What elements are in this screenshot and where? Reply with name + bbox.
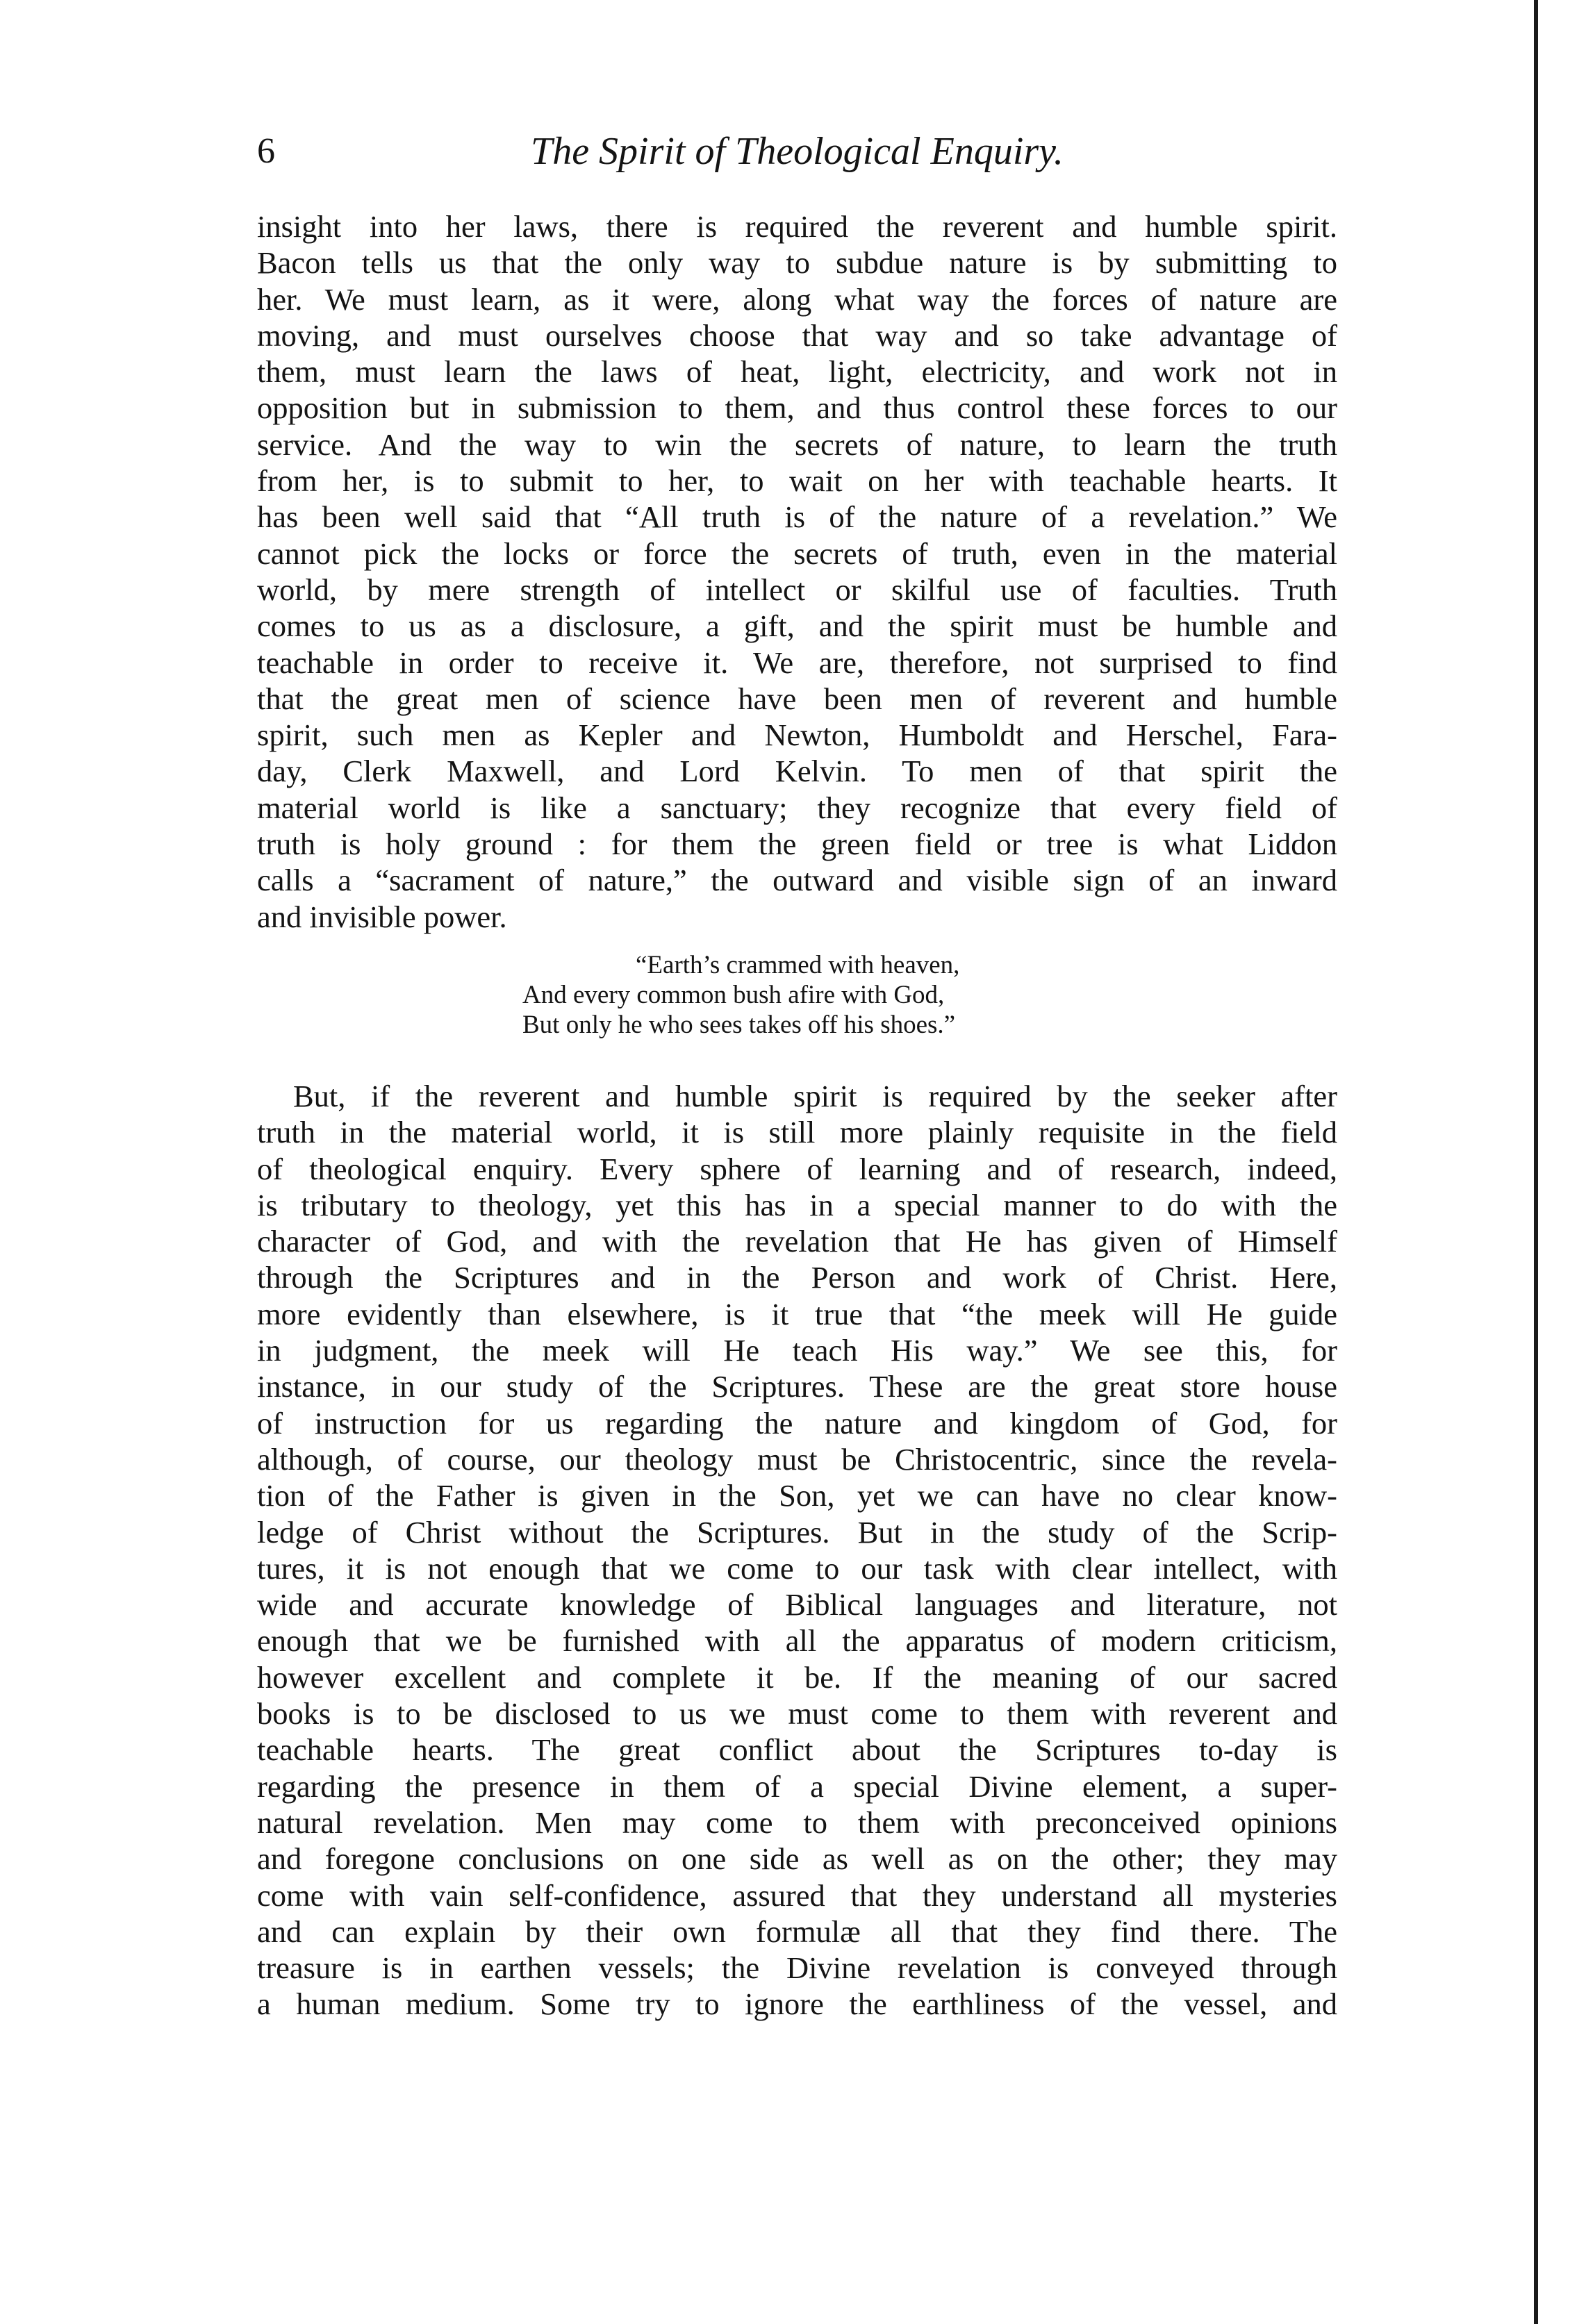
text-line: ledge of Christ without the Scriptures. But in the study of the Scrip-	[257, 1514, 1337, 1550]
verse-line: “Earth’s crammed with heaven,	[636, 951, 960, 979]
text-line: instance, in our study of the Scriptures. These are the great store house	[257, 1369, 1337, 1404]
text-line: of instruction for us regarding the nature and kingdom of God, for	[257, 1405, 1337, 1441]
text-line: But, if the reverent and humble spirit is required by the seeker after	[293, 1079, 1337, 1113]
text-line: has been well said that “All truth is of the nature of a revelation.” We	[257, 499, 1337, 535]
text-line: and can explain by their own formulæ all that they find there. The	[257, 1914, 1337, 1949]
text-line: in judgment, the meek will He teach His way.” We see this, for	[257, 1333, 1337, 1368]
text-line: her. We must learn, as it were, along what way the forces of nature are	[257, 281, 1337, 317]
text-line: teachable in order to receive it. We are, therefore, not surprised to find	[257, 645, 1337, 680]
text-line: cannot pick the locks or force the secrets of truth, even in the material	[257, 536, 1337, 571]
text-line: comes to us as a disclosure, a gift, and the spirit must be humble and	[257, 608, 1337, 644]
verse-line: But only he who sees takes off his shoes.”	[522, 1011, 956, 1039]
text-line: character of God, and with the revelation that He has given of Himself	[257, 1224, 1337, 1259]
running-title: The Spirit of Theological Enquiry.	[531, 130, 1064, 173]
text-line: books is to be disclosed to us we must come to them with reverent and	[257, 1696, 1337, 1732]
text-line: insight into her laws, there is required the reverent and humble spirit.	[257, 209, 1337, 244]
verse-quotation	[257, 950, 1337, 1040]
text-line: of theological enquiry. Every sphere of learning and of research, indeed,	[257, 1151, 1337, 1186]
text-line: more evidently than elsewhere, is it true that “the meek will He guide	[257, 1296, 1337, 1331]
text-line: enough that we be furnished with all the apparatus of modern criticism,	[257, 1623, 1337, 1659]
text-line: and foregone conclusions on one side as well as on the other; they may	[257, 1841, 1337, 1877]
text-line: from her, is to submit to her, to wait on her with teachable hearts. It	[257, 463, 1337, 499]
text-line: day, Clerk Maxwell, and Lord Kelvin. To men of that spirit the	[257, 754, 1337, 789]
text-line: and invisible power.	[257, 899, 507, 934]
text-line: material world is like a sanctuary; they recognize that every field of	[257, 790, 1337, 825]
text-line: opposition but in submission to them, and thus control these forces to our	[257, 390, 1337, 426]
scan-edge-rule	[1534, 0, 1538, 2324]
text-line: natural revelation. Men may come to them with preconceived opinions	[257, 1804, 1337, 1840]
text-line: moving, and must ourselves choose that way and so take advantage of	[257, 317, 1337, 353]
page-number: 6	[257, 131, 275, 171]
text-line: regarding the presence in them of a special Divine element, a super-	[257, 1768, 1337, 1804]
text-line: them, must learn the laws of heat, light, electricity, and work not in	[257, 354, 1337, 390]
verse-line: And every common bush afire with God,	[522, 981, 945, 1009]
paragraph-1	[257, 208, 1337, 935]
text-line: world, by mere strength of intellect or skilful use of faculties. Truth	[257, 572, 1337, 607]
text-line: a human medium. Some try to ignore the earthliness of the vessel, and	[257, 1986, 1337, 2022]
text-line: through the Scriptures and in the Person and work of Christ. Here,	[257, 1260, 1337, 1295]
text-line: wide and accurate knowledge of Biblical languages and literature, not	[257, 1587, 1337, 1622]
text-line: truth is holy ground : for them the green field or tree is what Liddon	[257, 827, 1337, 862]
text-line: however excellent and complete it be. If the meaning of our sacred	[257, 1659, 1337, 1695]
text-line: Bacon tells us that the only way to subdue nature is by submitting to	[257, 245, 1337, 281]
text-line: service. And the way to win the secrets of nature, to learn the truth	[257, 426, 1337, 462]
paragraph-2	[257, 1078, 1337, 2023]
text-line: truth in the material world, it is still more plainly requisite in the field	[257, 1115, 1337, 1150]
text-line: tures, it is not enough that we come to our task with clear intellect, with	[257, 1550, 1337, 1586]
text-line: treasure is in earthen vessels; the Divine revelation is conveyed through	[257, 1950, 1337, 1986]
text-line: teachable hearts. The great conflict about the Scriptures to-day is	[257, 1732, 1337, 1768]
text-line: tion of the Father is given in the Son, yet we can have no clear know-	[257, 1478, 1337, 1513]
text-line: spirit, such men as Kepler and Newton, Humboldt and Herschel, Fara-	[257, 717, 1337, 753]
text-line: calls a “sacrament of nature,” the outward and visible sign of an inward	[257, 863, 1337, 898]
text-line: that the great men of science have been men of reverent and humble	[257, 681, 1337, 716]
text-line: is tributary to theology, yet this has in a special manner to do with the	[257, 1187, 1337, 1222]
page-header	[257, 124, 1337, 179]
text-line: although, of course, our theology must be Christocentric, since the revela-	[257, 1441, 1337, 1477]
text-line: come with vain self-confidence, assured that they understand all mysteries	[257, 1877, 1337, 1913]
